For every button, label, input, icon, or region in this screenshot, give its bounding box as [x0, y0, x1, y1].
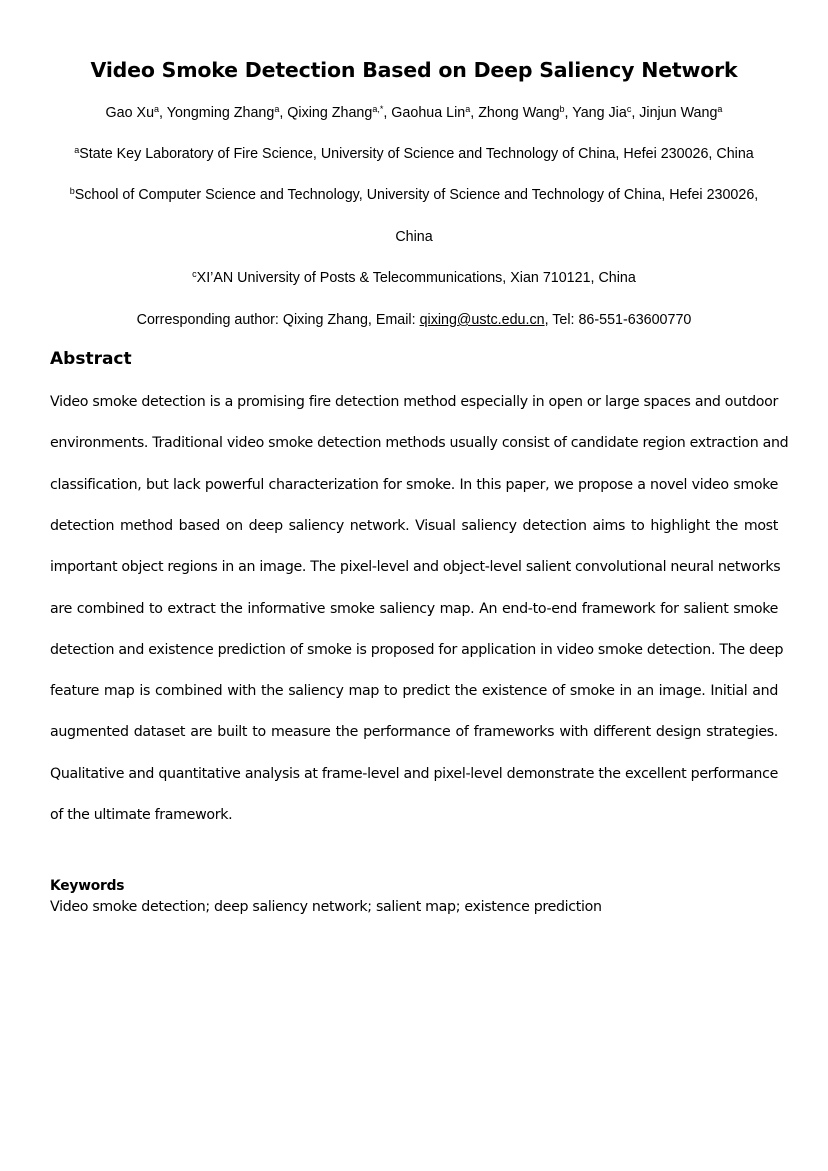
- author-name: Yongming Zhang: [166, 105, 275, 121]
- keywords-heading: Keywords: [50, 878, 125, 894]
- author-separator: ,: [631, 105, 640, 121]
- author-name: Jinjun Wang: [639, 105, 718, 121]
- keywords-text: Video smoke detection; deep saliency network; salient map; existence prediction: [50, 899, 602, 915]
- affiliation-mark: b: [69, 186, 75, 196]
- author-name: Gaohua Lin: [391, 105, 466, 121]
- author-affiliation-mark: a: [274, 104, 280, 114]
- affiliation-c: [0, 269, 828, 287]
- abstract-line: detection and existence prediction of smoke is proposed for application in video smoke detection. The deep: [50, 641, 784, 658]
- abstract-heading: Abstract: [50, 349, 132, 369]
- author-affiliation-mark: a: [717, 104, 723, 114]
- abstract-line: environments. Traditional video smoke detection methods usually consist of candidate region extraction and: [50, 435, 789, 452]
- abstract-line: feature map is combined with the saliency map to predict the existence of smoke in an image. Initial and: [50, 683, 778, 700]
- author-separator: ,: [159, 105, 167, 121]
- corresponding-author: [0, 311, 828, 329]
- author-name: Zhong Wang: [478, 105, 560, 121]
- abstract-line: of the ultimate framework.: [50, 807, 233, 823]
- corresponding-suffix: , Tel: 86-551-63600770: [544, 312, 692, 328]
- author-separator: ,: [470, 105, 479, 121]
- affiliation-text: School of Computer Science and Technology, University of Science and Technology of China, Hefei 230026,: [74, 187, 759, 203]
- author-name: Qixing Zhang: [287, 105, 373, 121]
- author-name: Gao Xu: [105, 105, 155, 121]
- email-link[interactable]: qixing@ustc.edu.cn: [419, 312, 545, 328]
- affiliation-mark: a: [74, 145, 80, 155]
- author-affiliation-mark: b: [559, 104, 565, 114]
- corresponding-prefix: Corresponding author: Qixing Zhang, Email:: [136, 312, 420, 328]
- author-name: Yang Jia: [572, 105, 627, 121]
- affiliation-text: XI’AN University of Posts & Telecommunications, Xian 710121, China: [196, 270, 636, 286]
- author-separator: ,: [383, 105, 392, 121]
- affiliation-b-continued: China: [395, 229, 433, 245]
- author-affiliation-mark: c: [626, 104, 632, 114]
- author-affiliation-mark: a: [154, 104, 160, 114]
- affiliation-a: [0, 145, 828, 163]
- author-separator: ,: [279, 105, 288, 121]
- affiliation-mark: c: [192, 269, 197, 279]
- abstract-line: detection method based on deep saliency network. Visual saliency detection aims to highlight the most: [50, 517, 778, 534]
- affiliation-text: State Key Laboratory of Fire Science, University of Science and Technology of China, Hefei 230026, China: [79, 146, 754, 162]
- author-list: [0, 104, 828, 122]
- paper-title: Video Smoke Detection Based on Deep Saliency Network: [90, 58, 738, 82]
- abstract-line: are combined to extract the informative smoke saliency map. An end-to-end framework for salient smoke: [50, 600, 778, 617]
- abstract-line: augmented dataset are built to measure the performance of frameworks with different design strategies.: [50, 724, 778, 741]
- abstract-line: Qualitative and quantitative analysis at frame-level and pixel-level demonstrate the excellent performance: [50, 765, 778, 782]
- author-separator: ,: [564, 105, 573, 121]
- author-affiliation-mark: a,*: [372, 104, 384, 114]
- abstract-line: Video smoke detection is a promising fire detection method especially in open or large spaces and outdoor: [50, 394, 778, 410]
- author-affiliation-mark: a: [465, 104, 471, 114]
- abstract-line: classification, but lack powerful characterization for smoke. In this paper, we propose a novel video smoke: [50, 476, 778, 493]
- affiliation-b: [0, 186, 828, 204]
- abstract-line: important object regions in an image. The pixel-level and object-level salient convolutional neural networks: [50, 559, 781, 576]
